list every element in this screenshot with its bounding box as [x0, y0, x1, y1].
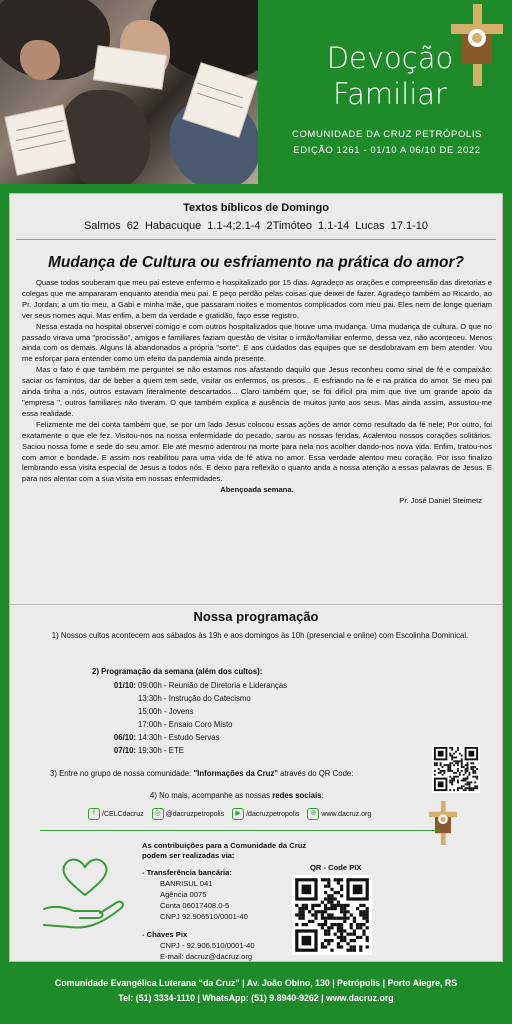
instagram-icon: ◎: [152, 808, 164, 820]
community-name: COMUNIDADE DA CRUZ PETRÓPOLIS: [291, 129, 482, 140]
social-youtube[interactable]: ▶ /dacruzpetropolis: [232, 808, 299, 820]
readings-list: Salmos 62 Habacuque 1.1-4;2.1-4 2Timóteo 1.1-14 Lucas 17.1-10: [83, 220, 429, 232]
program-panel: [9, 604, 503, 962]
bank-transfer-info: - Transferência bancária: BANRISUL 041 Agência 0075 Conta 06017408.0-5 CNPJ 92.906510/0001-40: [142, 868, 248, 921]
program-item-3: 3) Entre no grupo de nossa comunidade: "Informações da Cruz" através do QR Code:: [50, 769, 354, 778]
header: [0, 0, 512, 184]
facebook-icon: f: [88, 808, 100, 820]
article-paragraph: Nessa estada no hospital observei comigo e com outros hospitalizados que houve uma mudança. Uma mudança de cultura. O que no passado virava uma "procissão", amigos e familiares faziam questão de visitar o irmão/familiar enfermo, dessa vez, não aconteceu. Menos ainda com os demais. Alguns lá abandonados a própria "sorte". E aos cuidados das equipes que se desdobravam em bem atender. Vou me esforçar para entender como um efeito da pandemia ainda presente.: [22, 321, 492, 364]
article-paragraph: Quase todos souberam que meu pai esteve enfermo e hospitalizado por 15 dias. Agradeço as orações e compreensão das diretorias e colegas que me ampararam enquanto atendia meu pai. E peço perdão pelas coisas que deixei de fazer. Agradeço também ao Ricardo, ao Pr. Jordan; a um tio meu, a Gabi e minha mãe, que passaram noites e momentos complicados com meu pai. Eles nem de longe queriam ver seus nomes aqui. Mas enfim, a bem da verdade e gratidão, faço esse registro.: [22, 278, 492, 320]
footer-contact: Tel: (51) 3334-1110 | WhatsApp: (51) 9.8940-9262 | www.dacruz.org: [118, 993, 394, 1003]
social-instagram[interactable]: ◎ @dacruzpetropolis: [152, 808, 224, 820]
youtube-icon: ▶: [232, 808, 244, 820]
divider: [40, 830, 440, 831]
signature: Pr. José Daniel Steimetz: [399, 496, 482, 506]
blessing: Abençoada semana.: [220, 485, 294, 495]
article-body: [22, 278, 492, 507]
footer-address: Comunidade Evangélica Luterana “da Cruz” | Av. João Obino, 130 | Petrópolis | Porto Alegre, RS: [54, 978, 458, 988]
article-paragraph: Mas o fato é que também me perguntei se não estamos nos afastando daquilo que Jesus reconheu como sinal de fé e compaixão: saciar os famintos, dar de beber a quem tem sede, visitar os enfermos, os presos... E esfriando na fé e na prática do amor. Se meu pai ainda tinha a nós, outros estavam literalmente descartados... Claro também que, se foi difícil pra mim que tive um grande apoio da "empresa ", outros familiares não tiveram. O que também explica a ausência de muitos junto aos seus. Mas ainda assim, assustou-me essa realidade.: [22, 365, 492, 418]
devotional-panel: [9, 193, 503, 605]
divider: [16, 239, 496, 240]
schedule-row: 15:00h - Jovens: [138, 707, 194, 716]
schedule-row: 17:00h - Ensaio Coro Misto: [138, 720, 233, 729]
pix-info: - Chaves Pix CNPJ - 92.906.510/0001-40 E-mail: dacruz@dacruz.org: [142, 930, 255, 961]
schedule-row: 13:30h - Instrução do Catecismo: [138, 694, 251, 703]
schedule-row: 01/10: 09:00h - Reunião de Diretoria e Lideranças: [113, 681, 288, 690]
heart-hand-icon: [40, 855, 130, 935]
program-title: Nossa programação: [193, 609, 319, 624]
title-line-2: Familiar: [333, 77, 447, 111]
contributions-heading: As contribuições para a Comunidade da Cruz podem ser realizadas via:: [142, 841, 307, 860]
social-website[interactable]: ⊕ www.dacruz.org: [307, 808, 371, 820]
pix-qr-label: QR - Code PIX: [310, 863, 362, 872]
program-item-4: 4) No mais, acompanhe as nossas redes sociais:: [150, 791, 324, 800]
article-paragraph: Felizmente me dei conta também que, se por um lado Jesus colocou essas ações de amor como resultado da fé nele; Por outro, foi exatamente o que ele fez. Visitou-nos na nossa enfermidade do pecado, sarou as nossas feridas. Acalentou nossos corações solitários. Saciou nossa fome e sede do seu amor. Ele até mesmo adentrou na morte para nela nos acolher dando-nos nova vida. Enfim, tratou-nos com amor e bondade. E assim nos reabilitou para uma vida de fé ativa no amor. Essa verdade alentou meu coração. Por isso finalizo lembrando essa visita especial de Jesus a todos nós. E deixo para reflexão o quanto anda a nossa atenção a essas palavras de Jesus. E para nos alentar com a sua visita em nossas enfermidades.: [22, 419, 492, 484]
group-qr-code[interactable]: [432, 745, 480, 793]
readings-title: Textos bíblicos de Domingo: [183, 202, 329, 214]
title-line-1: Devoção: [326, 41, 454, 75]
social-links: [88, 807, 379, 821]
social-facebook[interactable]: f /CELCdacruz: [88, 808, 144, 820]
schedule-row: 07/10: 19:30h - ETE: [113, 746, 184, 755]
schedule-row: 06/10: 14:30h - Estudo Servas: [113, 733, 220, 742]
program-item-2-heading: 2) Programação da semana (além dos cultos):: [92, 667, 263, 676]
edition-info: EDIÇÃO 1261 - 01/10 A 06/10 DE 2022: [293, 145, 481, 156]
cross-logo-icon: [449, 4, 505, 86]
program-item-1: 1) Nossos cultos acontecem aos sábados às 19h e aos domingos às 10h (presencial e online) com Escolinha Dominical.: [51, 631, 469, 640]
article-title: Mudança de Cultura ou esfriamento na prática do amor?: [48, 254, 464, 271]
pix-qr-code[interactable]: [292, 875, 372, 955]
header-photo-bible-study: [0, 0, 258, 184]
cross-small-icon: [428, 800, 458, 846]
globe-icon: ⊕: [307, 808, 319, 820]
